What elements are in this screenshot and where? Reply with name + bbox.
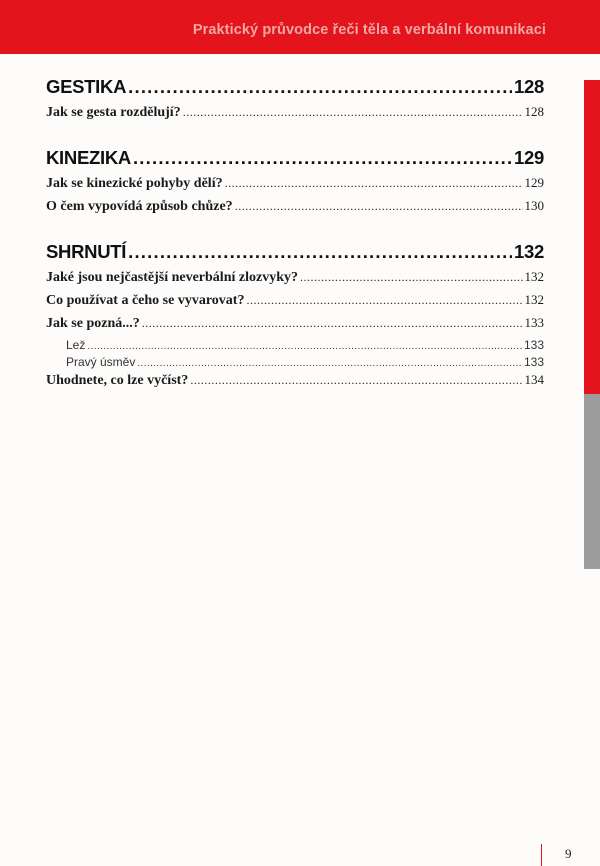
section-title: GESTIKA	[46, 76, 127, 97]
dot-leader	[128, 241, 512, 263]
toc-entry	[46, 198, 544, 221]
dot-leader	[183, 105, 523, 120]
dot-leader	[137, 358, 522, 369]
section-title: KINEZIKA	[46, 147, 131, 168]
toc-section	[46, 76, 544, 127]
entry-page: 134	[524, 372, 544, 387]
toc-entry	[46, 269, 544, 292]
toc-entry	[46, 175, 544, 198]
entry-page: 132	[524, 292, 544, 307]
toc-section	[46, 241, 544, 395]
dot-leader	[133, 147, 512, 169]
entry-page: 129	[524, 175, 544, 190]
dot-leader	[142, 316, 523, 331]
footer-divider	[541, 844, 542, 866]
section-heading	[46, 76, 544, 104]
entry-page: 130	[524, 198, 544, 213]
section-page: 128	[514, 76, 544, 97]
toc-entry	[46, 104, 544, 127]
entry-title: Co používat a čeho se vyvarovat?	[46, 293, 245, 308]
subentry-title: Pravý úsměv	[66, 355, 136, 369]
dot-leader	[246, 293, 522, 308]
toc-subentry	[46, 338, 544, 355]
entry-title: Jak se kinezické pohyby dělí?	[46, 176, 223, 191]
entry-page: 128	[524, 104, 544, 119]
page-number: 9	[565, 846, 572, 861]
section-heading	[46, 241, 544, 269]
running-header-title: Praktický průvodce řeči těla a verbální komunikaci	[192, 22, 546, 38]
header-band	[0, 0, 600, 54]
entry-title: Uhodnete, co lze vyčíst?	[46, 373, 189, 388]
entry-page: 133	[524, 315, 544, 330]
toc-entry	[46, 292, 544, 315]
toc-entry	[46, 315, 544, 338]
section-heading	[46, 147, 544, 175]
side-tab-gray	[584, 394, 600, 569]
subentry-page: 133	[523, 355, 544, 369]
entry-title: O čem vypovídá způsob chůze?	[46, 199, 233, 214]
section-page: 132	[514, 241, 544, 262]
section-page: 129	[514, 147, 544, 168]
entry-title: Jak se pozná...?	[46, 316, 140, 331]
toc-subentry	[46, 355, 544, 372]
side-tab-red	[584, 80, 600, 394]
subentry-title: Lež	[66, 338, 86, 352]
dot-leader	[235, 199, 523, 214]
dot-leader	[190, 373, 522, 388]
dot-leader	[225, 176, 523, 191]
entry-title: Jaké jsou nejčastější neverbální zlozvyky?	[46, 270, 298, 285]
section-title: SHRNUTÍ	[46, 241, 127, 262]
entry-title: Jak se gesta rozdělují?	[46, 105, 181, 120]
subentry-page: 133	[523, 338, 544, 352]
dot-leader	[128, 76, 512, 98]
table-of-contents	[46, 76, 544, 415]
entry-page: 132	[524, 269, 544, 284]
dot-leader	[300, 270, 523, 285]
dot-leader	[87, 341, 522, 352]
toc-entry	[46, 372, 544, 395]
toc-section	[46, 147, 544, 221]
